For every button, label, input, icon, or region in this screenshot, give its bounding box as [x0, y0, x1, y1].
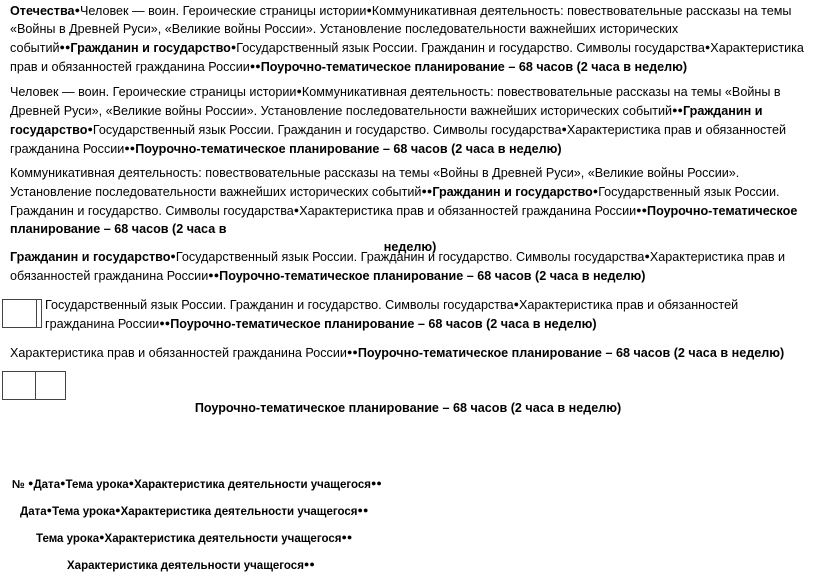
bullet-dot: ●	[60, 478, 66, 488]
table-header-row-3	[36, 529, 352, 547]
bullet-dot: ●	[170, 251, 176, 261]
text-planning: Поурочно-тематическое планирование – 68 часов (2 часа в	[10, 204, 798, 236]
bullet-dot: ●●	[357, 505, 369, 515]
header-activity: Характеристика деятельности учащегося	[120, 506, 358, 518]
paragraph-6	[10, 343, 810, 362]
bullet-dot: ●	[115, 505, 121, 515]
text-planning: Поурочно-тематическое планирование – 68 часов (2 часа в неделю)	[357, 346, 785, 360]
text-warrior: Человек — воин. Героические страницы истории	[10, 85, 297, 99]
table-header-row-1	[12, 475, 382, 493]
bullet-dot: ●●	[341, 532, 353, 542]
paragraph-1	[10, 1, 810, 76]
text-rights: Характеристика прав и обязанностей гражданина России	[299, 204, 637, 218]
bullet-dot: ●	[46, 505, 53, 515]
header-activity: Характеристика деятельности учащегося	[67, 560, 304, 572]
bullet-dot: ●●	[208, 270, 220, 280]
bullet-dot: ●	[513, 299, 520, 309]
header-date: Дата	[33, 479, 61, 491]
table-cell-divider	[35, 372, 36, 399]
text-planning: Поурочно-тематическое планирование – 68 часов (2 часа в неделю)	[219, 269, 646, 283]
header-topic: Тема урока	[36, 533, 100, 545]
text-rights: Характеристика прав и обязанностей гражданина России	[10, 123, 786, 156]
text-state-language: Государственный язык России. Гражданин и государство. Символы государства	[175, 250, 645, 264]
bullet-dot: ●	[644, 251, 650, 261]
bullet-dot: ●	[296, 86, 302, 96]
text-communicative: Коммуникативная деятельность: повествовательные рассказы на темы «Войны в Древней Руси», «Великие войны России». Установление последовательности важнейших исторических событий	[10, 4, 792, 55]
text-planning: Поурочно-тематическое планирование – 68 часов (2 часа в неделю)	[194, 401, 622, 415]
text-state-language: Государственный язык России. Гражданин и государство. Символы государства	[92, 123, 562, 137]
text-planning: Поурочно-тематическое планирование – 68 часов (2 часа в неделю)	[135, 142, 562, 156]
text-planning: Поурочно-тематическое планирование – 68 часов (2 часа в неделю)	[170, 317, 597, 331]
text-rights: Характеристика прав и обязанностей гражданина России	[10, 41, 804, 74]
text-state-language: Государственный язык России. Гражданин и государство. Символы государства	[10, 185, 780, 218]
paragraph-4	[10, 247, 810, 285]
bullet-dot: ●●	[421, 186, 433, 196]
text-communicative: Коммуникативная деятельность: повествовательные рассказы на темы «Войны в Древней Руси», «Великие войны России». Установление последовательности важнейших исторических событий	[10, 166, 740, 199]
header-topic: Тема урока	[65, 479, 129, 491]
text-warrior: Человек — воин. Героические страницы истории	[80, 4, 367, 18]
header-number: №	[12, 479, 25, 491]
table-cell-fragment	[2, 371, 66, 400]
text-planning-tail: неделю)	[383, 240, 437, 254]
text-state-language: Государственный язык России. Гражданин и государство. Символы государства	[236, 41, 705, 55]
text-citizen-state: Гражданин и государство	[70, 41, 231, 55]
bullet-dot: ●	[293, 205, 300, 215]
bullet-dot: ●●	[672, 105, 683, 115]
table-header-row-2	[20, 502, 368, 520]
text-state-language: Государственный язык России. Гражданин и государство. Символы государства	[45, 298, 514, 312]
header-activity: Характеристика деятельности учащегося	[104, 533, 342, 545]
table-cell-fragment	[2, 299, 42, 328]
bullet-dot: ●●	[249, 61, 261, 71]
bullet-dot: ●●	[159, 318, 171, 328]
table-header-row-4	[67, 556, 315, 574]
bullet-dot: ●	[28, 478, 34, 488]
paragraph-5	[45, 295, 805, 333]
bullet-dot: ●	[366, 5, 372, 15]
bullet-dot: ●	[128, 478, 135, 488]
bullet-dot: ●	[87, 124, 93, 134]
bullet-dot: ●	[704, 42, 711, 52]
bullet-dot: ●●	[346, 347, 358, 357]
paragraph-3	[10, 164, 810, 256]
table-cell-divider	[36, 300, 37, 327]
bullet-dot: ●	[74, 5, 80, 15]
bullet-dot: ●	[230, 42, 237, 52]
bullet-dot: ●	[561, 124, 567, 134]
bullet-dot: ●●	[370, 478, 382, 488]
bullet-dot: ●●	[303, 559, 315, 569]
text-fatherland: Отечества	[10, 4, 75, 18]
header-activity: Характеристика деятельности учащегося	[134, 479, 371, 491]
header-date: Дата	[20, 506, 47, 518]
bullet-dot: ●●	[59, 42, 71, 52]
text-citizen-state: Гражданин и государство	[432, 185, 593, 199]
paragraph-2	[10, 82, 810, 158]
bullet-dot: ●	[592, 186, 599, 196]
text-rights: Характеристика прав и обязанностей гражданина России	[45, 298, 739, 331]
text-rights: Характеристика прав и обязанностей гражданина России	[10, 250, 786, 283]
bullet-dot: ●	[99, 532, 105, 542]
bullet-dot: ●●	[124, 143, 136, 153]
text-rights: Характеристика прав и обязанностей гражданина России	[10, 346, 347, 360]
bullet-dot: ●●	[636, 205, 648, 215]
planning-heading	[0, 399, 816, 417]
text-citizen-state: Гражданин и государство	[10, 250, 171, 264]
text-communicative: Коммуникативная деятельность: повествовательные рассказы на темы «Войны в Древней Руси», «Великие войны России». Установление последовательности важнейших исторических событий	[10, 85, 781, 118]
text-citizen-state: Гражданин и государство	[10, 104, 763, 137]
text-planning: Поурочно-тематическое планирование – 68 часов (2 часа в неделю)	[260, 60, 688, 74]
header-topic: Тема урока	[52, 506, 116, 518]
